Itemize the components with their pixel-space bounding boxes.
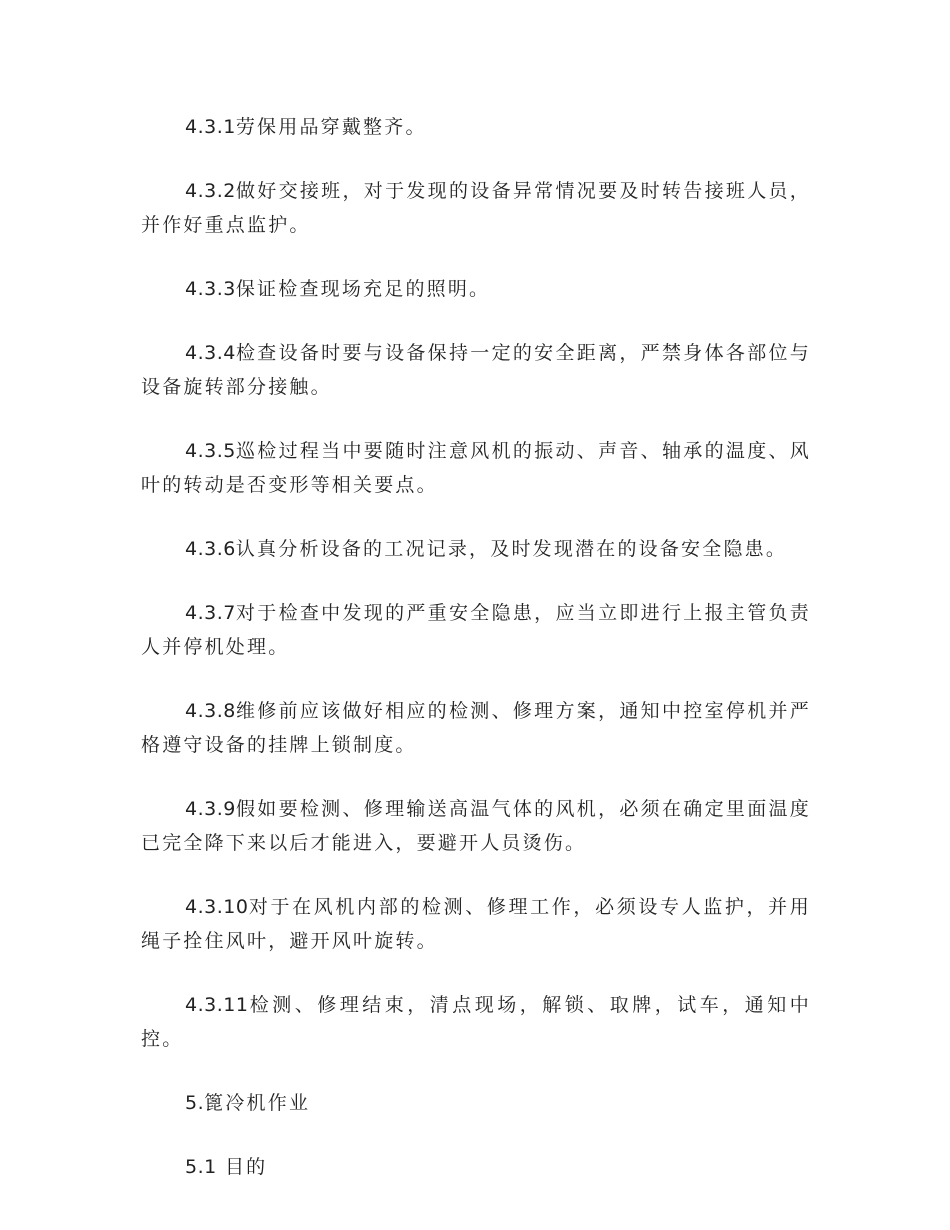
- paragraph-number: 4.3.1: [185, 116, 236, 138]
- document-body: [141, 110, 811, 1214]
- paragraph-number: 4.3.8: [185, 700, 236, 722]
- paragraph-number: 4.3.9: [185, 798, 236, 820]
- paragraph-4-3-11: [141, 988, 811, 1056]
- paragraph-4-3-5: [141, 434, 811, 502]
- paragraph-text: 劳保用品穿戴整齐。: [235, 116, 427, 138]
- paragraph-text: 对于在风机内部的检测、修理工作，必须设专人监护，并用绳子拴住风叶，避开风叶旋转。: [141, 896, 811, 952]
- paragraph-number: 4.3.5: [185, 440, 236, 462]
- paragraph-number: 4.3.11: [185, 994, 249, 1016]
- paragraph-4-3-3: [141, 272, 811, 306]
- paragraph-text: 维修前应该做好相应的检测、修理方案，通知中控室停机并严格遵守设备的挂牌上锁制度。: [141, 700, 811, 756]
- paragraph-number: 4.3.2: [185, 180, 236, 202]
- paragraph-number: 5.1: [185, 1156, 217, 1178]
- section-heading-5-1: [141, 1150, 811, 1184]
- paragraph-text: 对于检查中发现的严重安全隐患，应当立即进行上报主管负责人并停机处理。: [141, 602, 811, 658]
- paragraph-number: 4.3.4: [185, 342, 236, 364]
- paragraph-number: 4.3.6: [185, 538, 236, 560]
- paragraph-4-3-4: [141, 336, 811, 404]
- paragraph-number: 5.: [185, 1092, 205, 1114]
- paragraph-4-3-7: [141, 596, 811, 664]
- paragraph-number: 4.3.3: [185, 278, 236, 300]
- paragraph-4-3-1: [141, 110, 811, 144]
- paragraph-text: 检测、修理结束，清点现场，解锁、取牌，试车，通知中控。: [141, 994, 811, 1050]
- section-heading-5: [141, 1086, 811, 1120]
- paragraph-4-3-10: [141, 890, 811, 958]
- paragraph-text: 认真分析设备的工况记录，及时发现潜在的设备安全隐患。: [235, 538, 788, 560]
- paragraph-text: 篦冷机作业: [204, 1092, 311, 1114]
- paragraph-number: 4.3.7: [185, 602, 236, 624]
- paragraph-text: 目的: [216, 1156, 268, 1178]
- paragraph-4-3-2: [141, 174, 811, 242]
- paragraph-4-3-9: [141, 792, 811, 860]
- paragraph-4-3-6: [141, 532, 811, 566]
- paragraph-text: 假如要检测、修理输送高温气体的风机，必须在确定里面温度已完全降下来以后才能进入，要避开人员烫伤。: [141, 798, 811, 854]
- paragraph-text: 做好交接班，对于发现的设备异常情况要及时转告接班人员，并作好重点监护。: [141, 180, 811, 236]
- paragraph-text: 保证检查现场充足的照明。: [235, 278, 491, 300]
- paragraph-text: 巡检过程当中要随时注意风机的振动、声音、轴承的温度、风叶的转动是否变形等相关要点。: [141, 440, 811, 496]
- paragraph-number: 4.3.10: [185, 896, 249, 918]
- paragraph-4-3-8: [141, 694, 811, 762]
- paragraph-text: 检查设备时要与设备保持一定的安全距离，严禁身体各部位与设备旋转部分接触。: [141, 342, 811, 398]
